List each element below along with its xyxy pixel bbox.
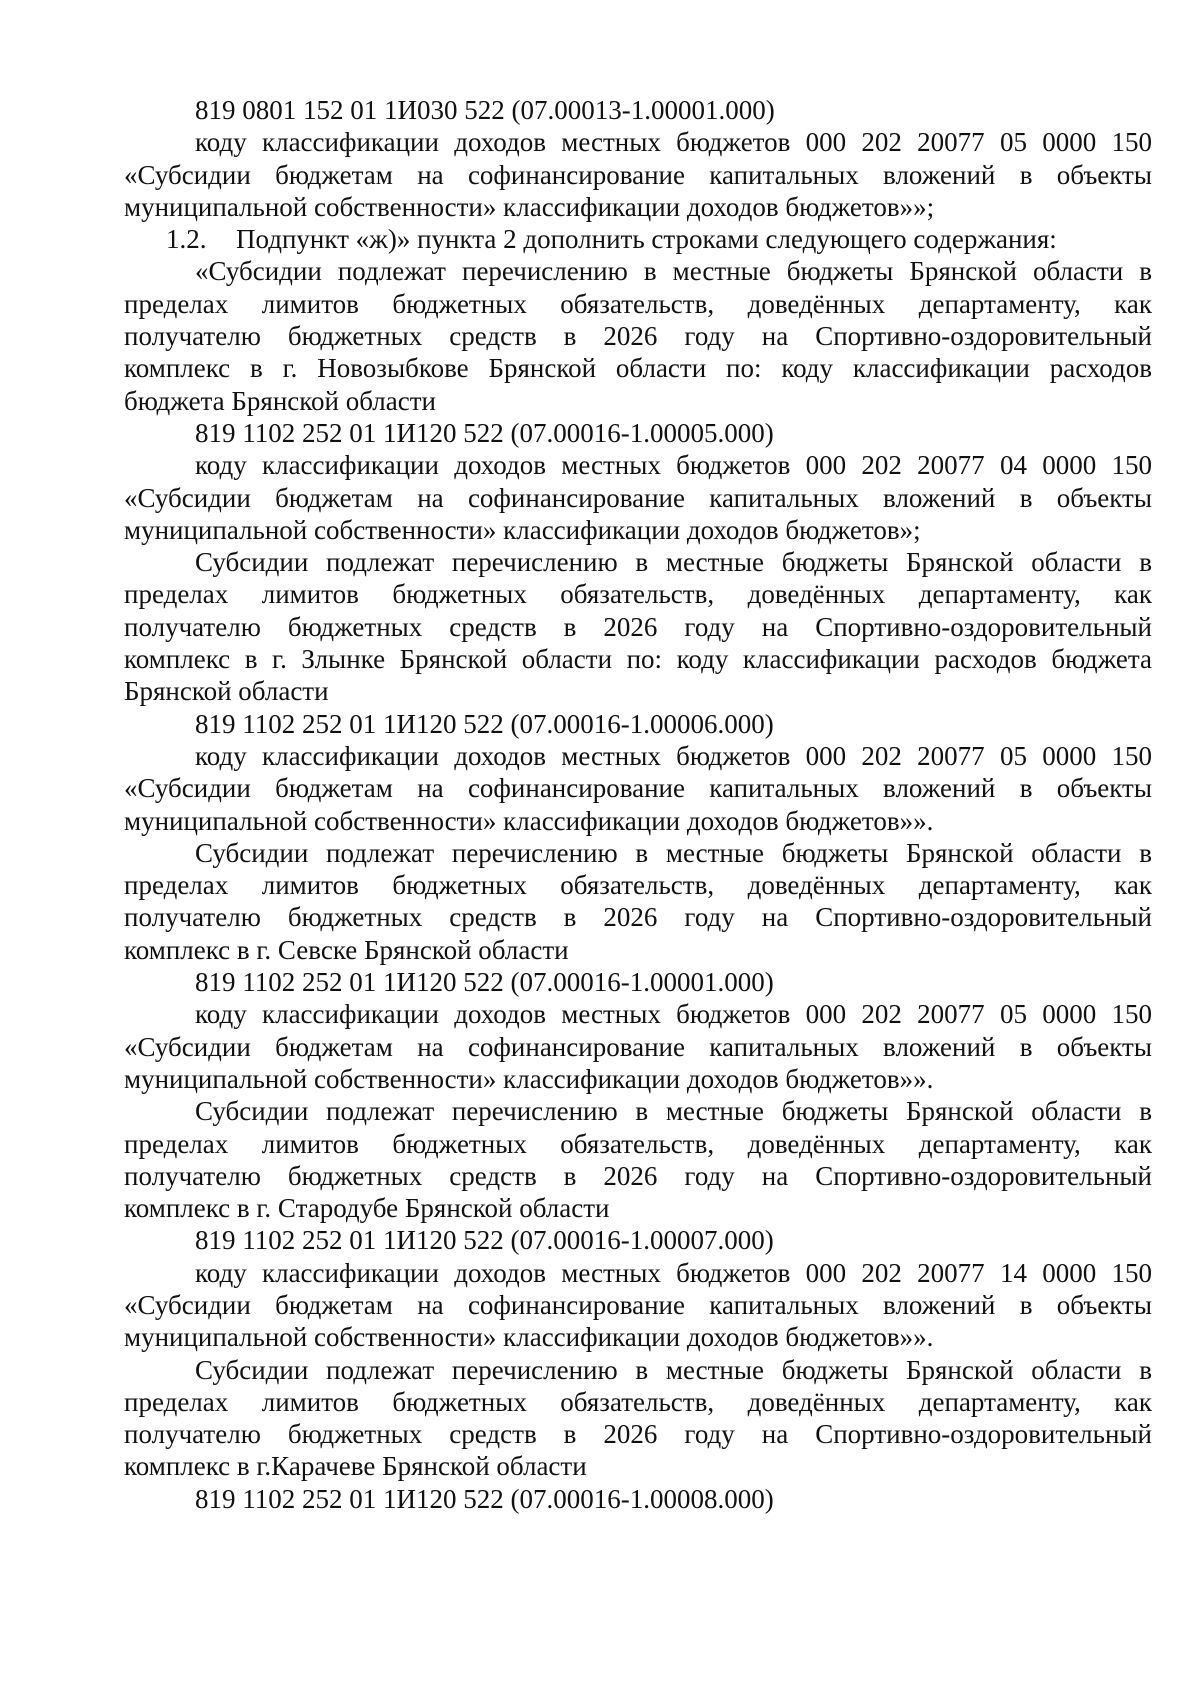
document-line: комплекс в г. Стародубе Брянской области [124, 1193, 610, 1224]
document-line: Субсидии подлежат перечислению в местные бюджеты Брянской области в [195, 1354, 1152, 1385]
document-line: муниципальной собственности» классификации доходов бюджетов»». [124, 1322, 934, 1353]
document-line: коду классификации доходов местных бюджетов 000 202 20077 14 0000 150 [195, 1257, 1152, 1288]
document-line: «Субсидии бюджетам на софинансирование капитальных вложений в объекты [124, 773, 1152, 804]
document-body [124, 94, 1152, 1515]
document-line: комплекс в г. Севске Брянской области [124, 934, 569, 965]
subsection-text: Подпункт «ж)» пункта 2 дополнить строками следующего содержания: [236, 224, 1057, 255]
document-line: комплекс в г. Новозыбкове Брянской области по: коду классификации расходов [124, 353, 1152, 384]
document-line: «Субсидии бюджетам на софинансирование капитальных вложений в объекты [124, 482, 1152, 513]
document-line: Брянской области [124, 676, 329, 707]
document-line: получателю бюджетных средств в 2026 году на Спортивно-оздоровительный [124, 1419, 1152, 1450]
document-line: пределах лимитов бюджетных обязательств, доведённых департаменту, как [124, 1386, 1152, 1417]
document-line: «Субсидии бюджетам на софинансирование капитальных вложений в объекты [124, 159, 1152, 190]
document-line: 819 1102 252 01 1И120 522 (07.00016-1.00007.000) [195, 1225, 774, 1256]
document-line: «Субсидии бюджетам на софинансирование капитальных вложений в объекты [124, 1289, 1152, 1320]
document-line: 819 1102 252 01 1И120 522 (07.00016-1.00005.000) [195, 417, 774, 448]
document-line: Субсидии подлежат перечислению в местные бюджеты Брянской области в [195, 837, 1152, 868]
document-line: коду классификации доходов местных бюджетов 000 202 20077 04 0000 150 [195, 450, 1152, 481]
document-line: «Субсидии подлежат перечислению в местные бюджеты Брянской области в [195, 256, 1152, 287]
document-line: муниципальной собственности» классификации доходов бюджетов»». [124, 1063, 934, 1094]
document-line: коду классификации доходов местных бюджетов 000 202 20077 05 0000 150 [195, 740, 1152, 771]
document-line: комплекс в г.Карачеве Брянской области [124, 1451, 587, 1482]
document-line: коду классификации доходов местных бюджетов 000 202 20077 05 0000 150 [195, 127, 1152, 158]
document-line: «Субсидии бюджетам на софинансирование капитальных вложений в объекты [124, 1031, 1152, 1062]
document-line: пределах лимитов бюджетных обязательств, доведённых департаменту, как [124, 579, 1152, 610]
document-line: 819 1102 252 01 1И120 522 (07.00016-1.00001.000) [195, 967, 774, 998]
document-line: муниципальной собственности» классификации доходов бюджетов»; [124, 514, 921, 545]
document-line: коду классификации доходов местных бюджетов 000 202 20077 05 0000 150 [195, 999, 1152, 1030]
document-line: бюджета Брянской области [124, 385, 436, 416]
document-line: Субсидии подлежат перечислению в местные бюджеты Брянской области в [195, 547, 1152, 578]
document-line: муниципальной собственности» классификации доходов бюджетов»». [124, 805, 934, 836]
document-line: комплекс в г. Злынке Брянской области по: коду классификации расходов бюджета [124, 644, 1152, 675]
document-line: пределах лимитов бюджетных обязательств, доведённых департаменту, как [124, 870, 1152, 901]
document-line [124, 223, 1152, 255]
document-line: получателю бюджетных средств в 2026 году на Спортивно-оздоровительный [124, 1160, 1152, 1191]
document-line: Субсидии подлежат перечислению в местные бюджеты Брянской области в [195, 1096, 1152, 1127]
document-line: 819 1102 252 01 1И120 522 (07.00016-1.00008.000) [195, 1483, 774, 1514]
document-line: 819 1102 252 01 1И120 522 (07.00016-1.00006.000) [195, 708, 774, 739]
subsection-number: 1.2. [166, 224, 207, 255]
document-line: получателю бюджетных средств в 2026 году на Спортивно-оздоровительный [124, 321, 1152, 352]
document-line: муниципальной собственности» классификации доходов бюджетов»»; [124, 191, 935, 222]
document-line: получателю бюджетных средств в 2026 году на Спортивно-оздоровительный [124, 902, 1152, 933]
document-line: получателю бюджетных средств в 2026 году на Спортивно-оздоровительный [124, 611, 1152, 642]
document-line: 819 0801 152 01 1И030 522 (07.00013-1.00001.000) [195, 95, 775, 125]
document-line: пределах лимитов бюджетных обязательств, доведённых департаменту, как [124, 1128, 1152, 1159]
document-line: пределах лимитов бюджетных обязательств, доведённых департаменту, как [124, 288, 1152, 319]
